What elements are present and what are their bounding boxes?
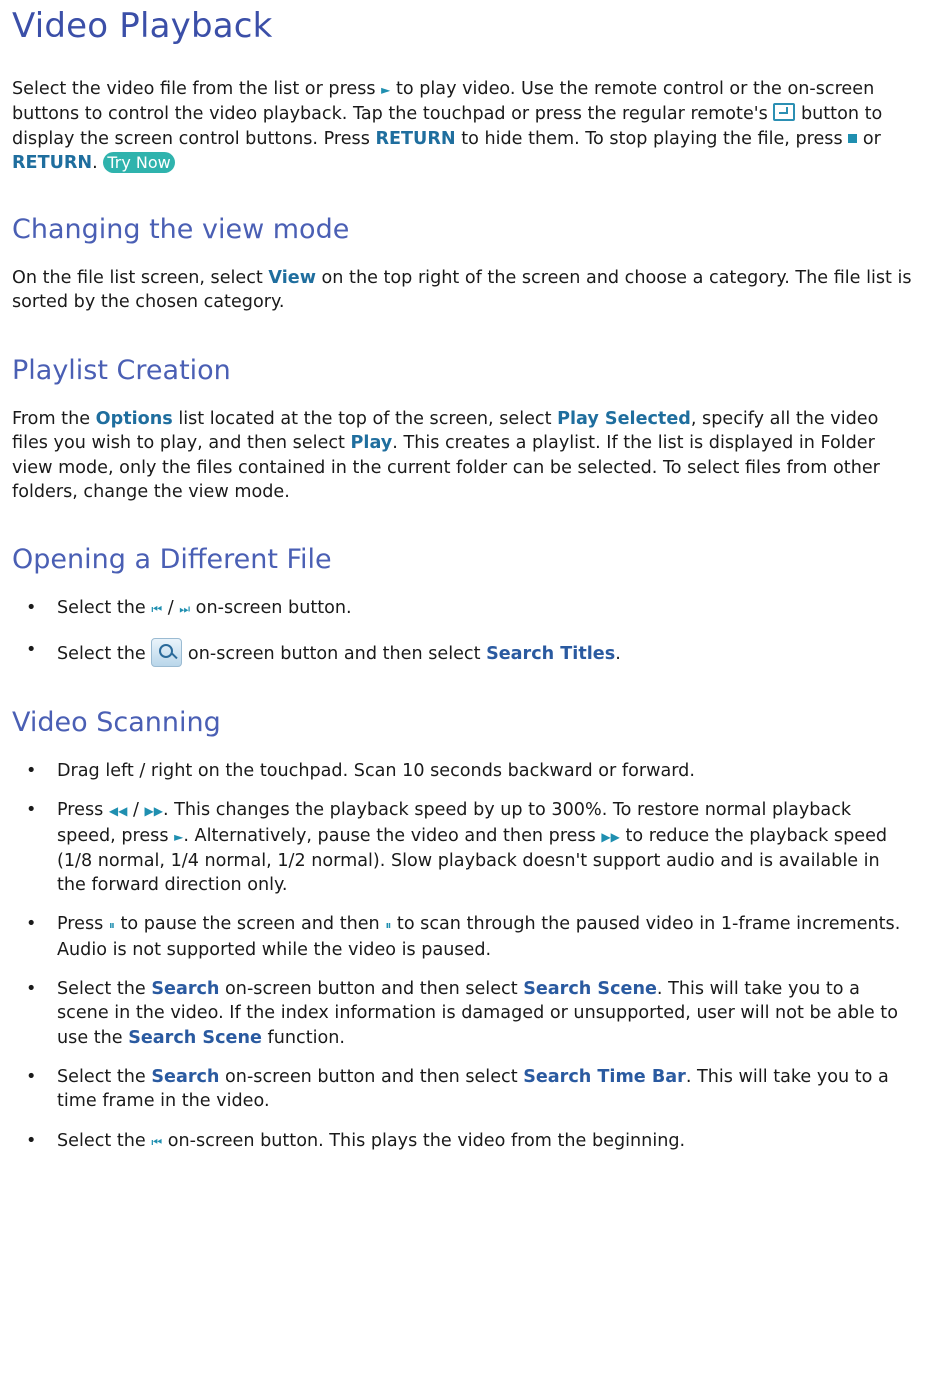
previous-icon: ⏮: [151, 602, 163, 616]
search-scene-keyword: Search Scene: [128, 1027, 262, 1048]
opening-list: [0, 596, 910, 667]
fast-forward-icon: ▶▶: [601, 829, 620, 844]
page-title: Video Playback: [12, 6, 273, 46]
return-keyword: RETURN: [375, 128, 456, 149]
list-item: • Press ◀◀ / ▶▶. This changes the playback speed by up to 300%. To restore normal playback speed, press ►. Alternatively, pause the video and then press ▶▶ to reduce the playback speed (1/8 normal, 1/4 normal, 1/2 normal). Slow playback doesn't support audio and is available in the forward direction only.: [0, 798, 910, 897]
list-item: • Press ⏸ to pause the screen and then ⏸ to scan through the paused video in 1-frame increments. Audio is not supported while the video is paused.: [0, 912, 910, 962]
play-icon: ►: [381, 83, 391, 97]
heading-view-mode: Changing the view mode: [12, 214, 350, 245]
list-item: • Select the ⏮ on-screen button. This plays the video from the beginning.: [0, 1129, 910, 1154]
playlist-paragraph: From the Options list located at the top of the screen, select Play Selected, specify all the video files you wish to play, and then select Play. This creates a playlist. If the list is displayed in Folder view mode, only the files contained in the current folder can be selected. To select files from other folders, change the view mode.: [12, 409, 880, 502]
list-item: • Drag left / right on the touchpad. Scan 10 seconds backward or forward.: [0, 759, 910, 783]
search-titles-keyword: Search Titles: [486, 644, 616, 665]
next-icon: ⏭: [179, 602, 191, 616]
search-time-bar-keyword: Search Time Bar: [523, 1066, 686, 1087]
view-mode-paragraph: On the file list screen, select View on the top right of the screen and choose a category. The file list is sorted by the chosen category.: [12, 268, 912, 313]
video-playback-paragraph: Select the video file from the list or press ► to play video. Use the remote control or the on-screen buttons to control the video playback. Tap the touchpad or press the regular remote's button to display the screen control buttons. Press RETURN to hide them. To stop playing the file, press or RETURN. Try Now: [12, 79, 883, 173]
previous-icon: ⏮: [151, 1134, 163, 1149]
view-keyword: View: [268, 268, 316, 288]
pause-icon: ⏸: [108, 918, 115, 933]
search-scene-keyword: Search Scene: [523, 979, 657, 1000]
stop-icon: [848, 134, 857, 143]
list-item: • Select the Search on-screen button and then select Search Time Bar. This will take you to a time frame in the video.: [0, 1065, 910, 1114]
scanning-list: [0, 759, 910, 1154]
search-keyword: Search: [151, 1066, 220, 1087]
play-icon: ►: [174, 829, 184, 844]
rewind-icon: ◀◀: [108, 804, 128, 819]
search-icon: [151, 638, 182, 667]
play-keyword: Play: [350, 433, 393, 454]
return-keyword-2: RETURN: [12, 152, 93, 173]
heading-playlist: Playlist Creation: [12, 355, 231, 386]
enter-icon: [773, 103, 795, 121]
heading-opening: Opening a Different File: [12, 544, 332, 575]
play-selected-keyword: Play Selected: [557, 409, 691, 429]
list-item: • Select the on-screen button and then select Search Titles.: [0, 638, 910, 667]
pause-icon: ⏸: [385, 918, 392, 933]
list-item: • Select the Search on-screen button and then select Search Scene. This will take you to a scene in the video. If the index information is damaged or unsupported, user will not be able to use the Search Scene function.: [0, 977, 910, 1050]
try-now-button[interactable]: Try Now: [103, 152, 174, 173]
heading-scanning: Video Scanning: [12, 707, 221, 738]
search-keyword: Search: [151, 979, 220, 1000]
options-keyword: Options: [95, 409, 173, 429]
fast-forward-icon: ▶▶: [144, 804, 163, 819]
list-item: • Select the ⏮ / ⏭ on-screen button.: [0, 596, 910, 621]
